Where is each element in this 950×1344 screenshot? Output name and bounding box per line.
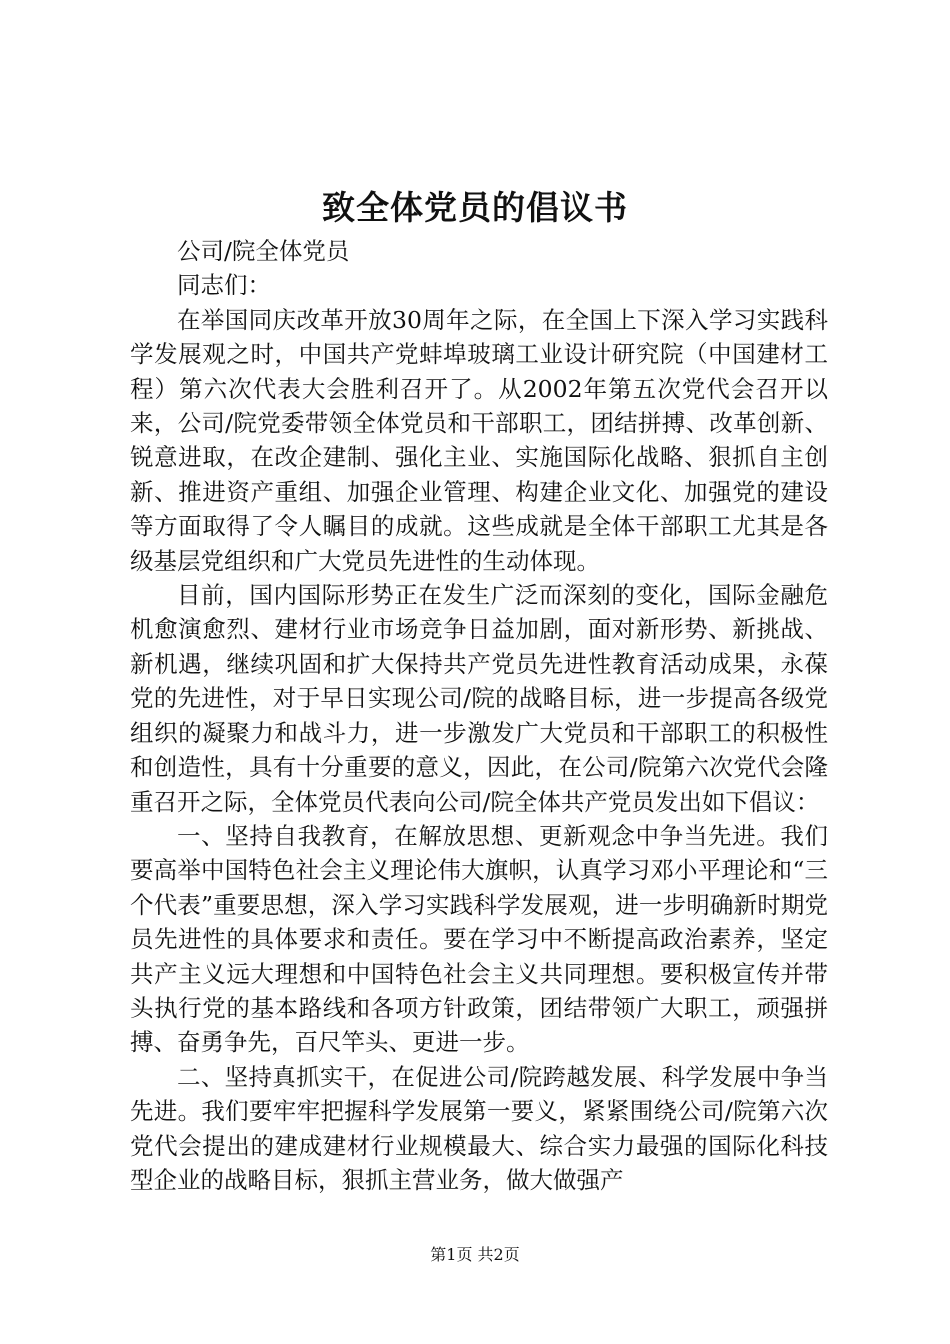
- page-footer: 第1页 共2页: [430, 1245, 520, 1264]
- paragraph-proposal-2: 二、坚持真抓实干，在促进公司/院跨越发展、科学发展中争当先进。我们要牢牢把握科学发展第一要义，紧紧围绕公司/院第六次党代会提出的建成建材行业规模最大、综合实力最强的国际化科技型企业的战略目标，狠抓主营业务，做大做强产: [130, 1062, 828, 1194]
- paragraph-intro: 在举国同庆改革开放30周年之际，在全国上下深入学习实践科学发展观之时，中国共产党蚌埠玻璃工业设计研究院（中国建材工程）第六次代表大会胜利召开了。从2002年第五次党代会召开以来，公司/院党委带领全体党员和干部职工，团结拼搏、改革创新、锐意进取，在改企建制、强化主业、实施国际化战略、狠抓自主创新、推进资产重组、加强企业管理、构建企业文化、加强党的建设等方面取得了令人瞩目的成就。这些成就是全体干部职工尤其是各级基层党组织和广大党员先进性的生动体现。: [130, 305, 828, 575]
- document-title: 致全体党员的倡议书: [322, 188, 628, 227]
- paragraph-situation: 目前，国内国际形势正在发生广泛而深刻的变化，国际金融危机愈演愈烈、建材行业市场竞争日益加剧，面对新形势、新挑战、新机遇，继续巩固和扩大保持共产党员先进性教育活动成果，永葆党的先进性，对于早日实现公司/院的战略目标，进一步提高各级党组织的凝聚力和战斗力，进一步激发广大党员和干部职工的积极性和创造性，具有十分重要的意义，因此，在公司/院第六次党代会隆重召开之际，全体党员代表向公司/院全体共产党员发出如下倡议：: [130, 581, 828, 816]
- salutation-greeting: 同志们：: [177, 271, 271, 300]
- paragraph-proposal-1: 一、坚持自我教育，在解放思想、更新观念中争当先进。我们要高举中国特色社会主义理论伟大旗帜，认真学习邓小平理论和“三个代表”重要思想，深入学习实践科学发展观，进一步明确新时期党员先进性的具体要求和责任。要在学习中不断提高政治素养，坚定共产主义远大理想和中国特色社会主义共同理想。要积极宣传并带头执行党的基本路线和各项方针政策，团结带领广大职工，顽强拼搏、奋勇争先，百尺竿头、更进一步。: [130, 821, 828, 1057]
- document-body: [130, 234, 828, 1197]
- salutation-recipient: 公司/院全体党员: [177, 237, 350, 265]
